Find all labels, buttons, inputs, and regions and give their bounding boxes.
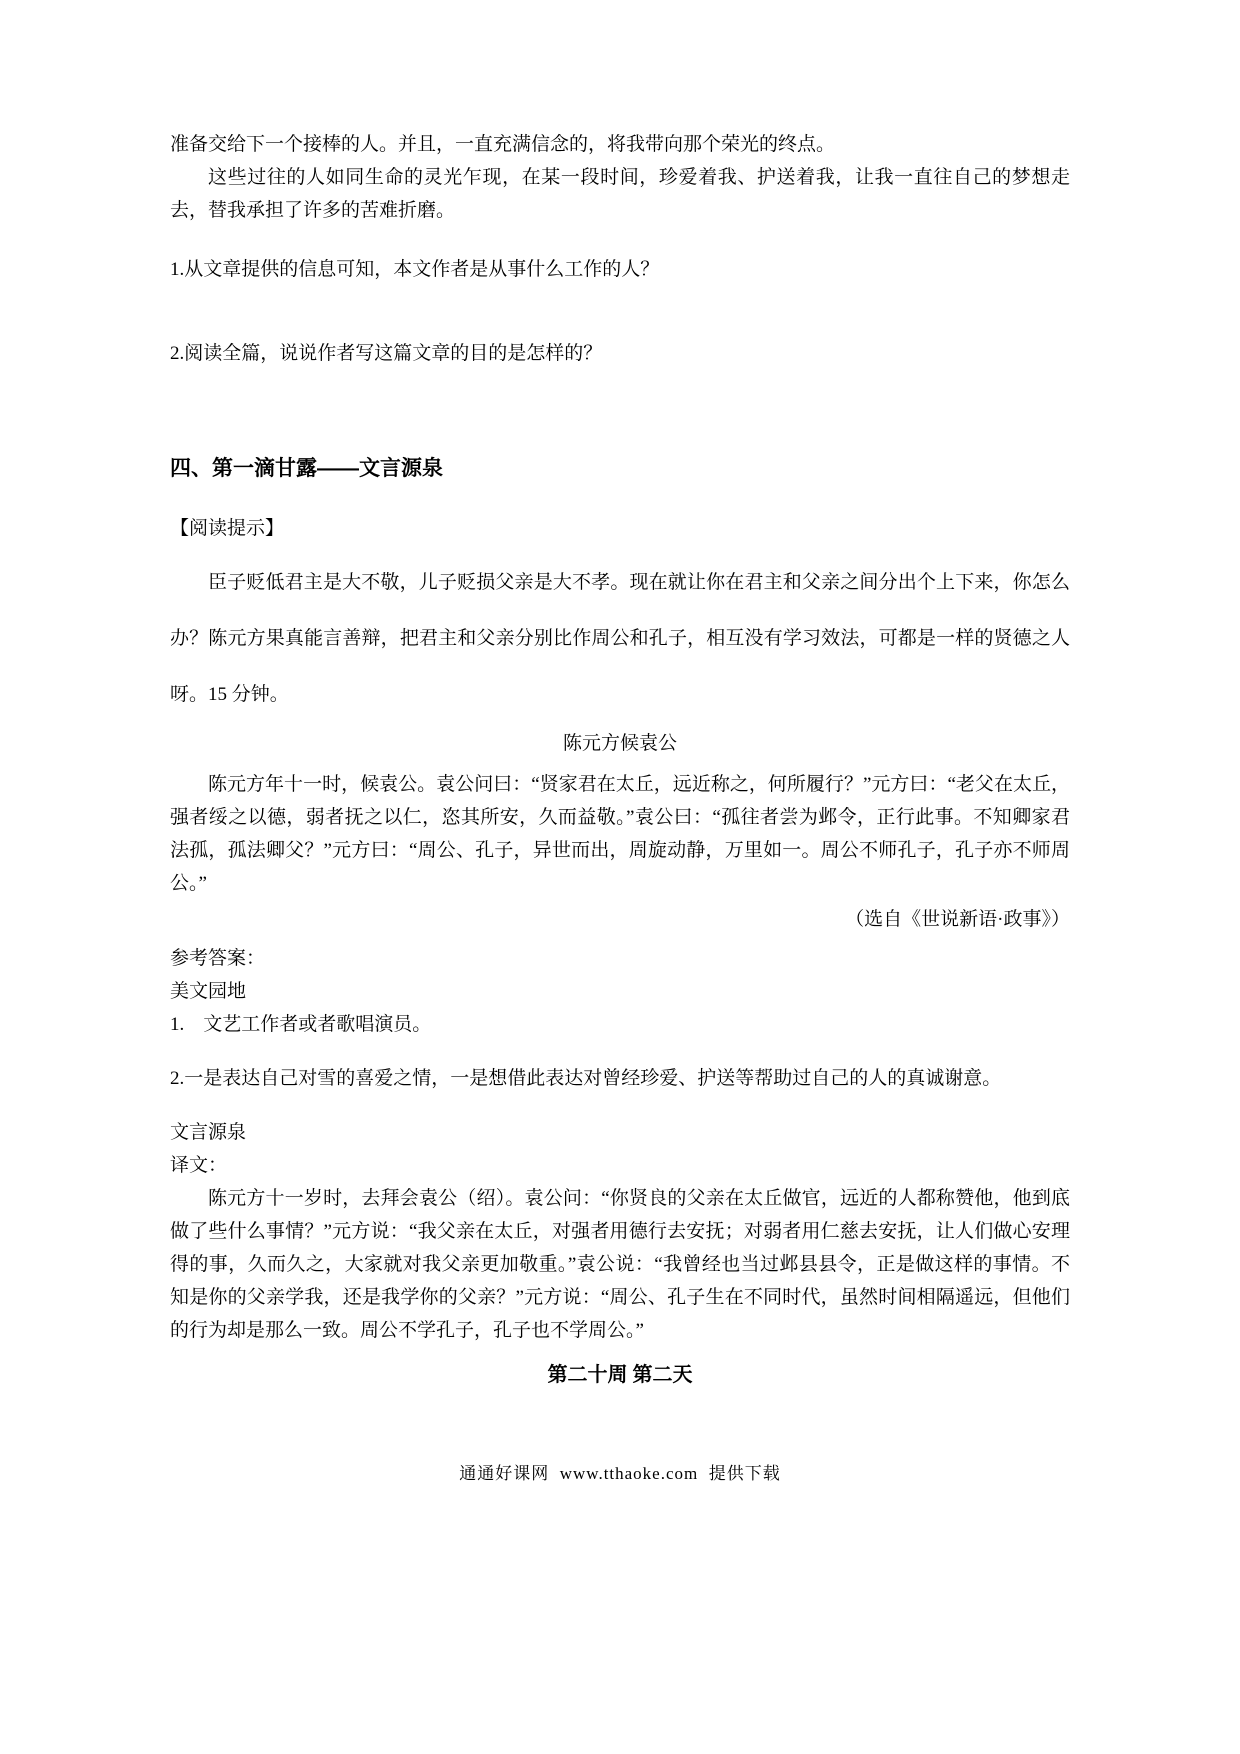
- answers-label: 参考答案：: [170, 948, 266, 969]
- intro-paragraph: 这些过往的人如同生命的灵光乍现，在某一段时间，珍爱着我、护送着我，让我一直往自己的梦想走去，替我承担了许多的苦难折磨。: [170, 167, 1070, 221]
- page-footer: 通通好课网 www.tthaoke.com 提供下载: [459, 1464, 781, 1483]
- question-2: 2.阅读全篇，说说作者写这篇文章的目的是怎样的？: [170, 343, 603, 364]
- reading-tip-label: 【阅读提示】: [170, 518, 285, 539]
- week-heading: 第二十周 第二天: [547, 1364, 693, 1386]
- passage-title: 陈元方候袁公: [562, 733, 677, 754]
- question-1: 1.从文章提供的信息可知，本文作者是从事什么工作的人？: [170, 259, 660, 280]
- reading-tip-text: 臣子贬低君主是大不敬，儿子贬损父亲是大不孝。现在就让你在君主和父亲之间分出个上下来，你怎么办？陈元方果真能言善辩，把君主和父亲分别比作周公和孔子，相互没有学习效法，可都是一样的贤德之人呀。15 分钟。: [170, 572, 1070, 705]
- translation-text: 陈元方十一岁时，去拜会袁公（绍）。袁公问：“你贤良的父亲在太丘做官，远近的人都称赞他，他到底做了些什么事情？”元方说：“我父亲在太丘，对强者用德行去安抚；对弱者用仁慈去安抚，让人们做心安理得的事，久而久之，大家就对我父亲更加敬重。”袁公说：“我曾经也当过邺县县令，正是做这样的事情。不知是你的父亲学我，还是我学你的父亲？”元方说：“周公、孔子生在不同时代，虽然时间相隔遥远，但他们的行为却是那么一致。周公不学孔子，孔子也不学周公。”: [170, 1188, 1070, 1341]
- answer-2: 2.一是表达自己对雪的喜爱之情，一是想借此表达对曾经珍爱、护送等帮助过自己的人的真诚谢意。: [170, 1068, 1002, 1089]
- section-heading: 四、第一滴甘露——文言源泉: [170, 457, 443, 480]
- answers-part1-title: 美文园地: [170, 981, 247, 1002]
- passage-text: 陈元方年十一时，候袁公。袁公问曰：“贤家君在太丘，远近称之，何所履行？”元方曰：“老父在太丘，强者绥之以德，弱者抚之以仁，恣其所安，久而益敬。”袁公曰：“孤往者尝为邺令，正行此事。不知卿家君法孤，孤法卿父？”元方曰：“周公、孔子，异世而出，周旋动静，万里如一。周公不师孔子，孔子亦不师周公。”: [170, 774, 1070, 894]
- intro-continuation-line: 准备交给下一个接棒的人。并且，一直充满信念的，将我带向那个荣光的终点。: [170, 134, 836, 155]
- passage-source: （选自《世说新语·政事》）: [845, 909, 1070, 930]
- translation-label: 译文：: [170, 1155, 228, 1176]
- answers-part2-title: 文言源泉: [170, 1122, 247, 1143]
- answer-1: 1. 文艺工作者或者歌唱演员。: [170, 1014, 432, 1035]
